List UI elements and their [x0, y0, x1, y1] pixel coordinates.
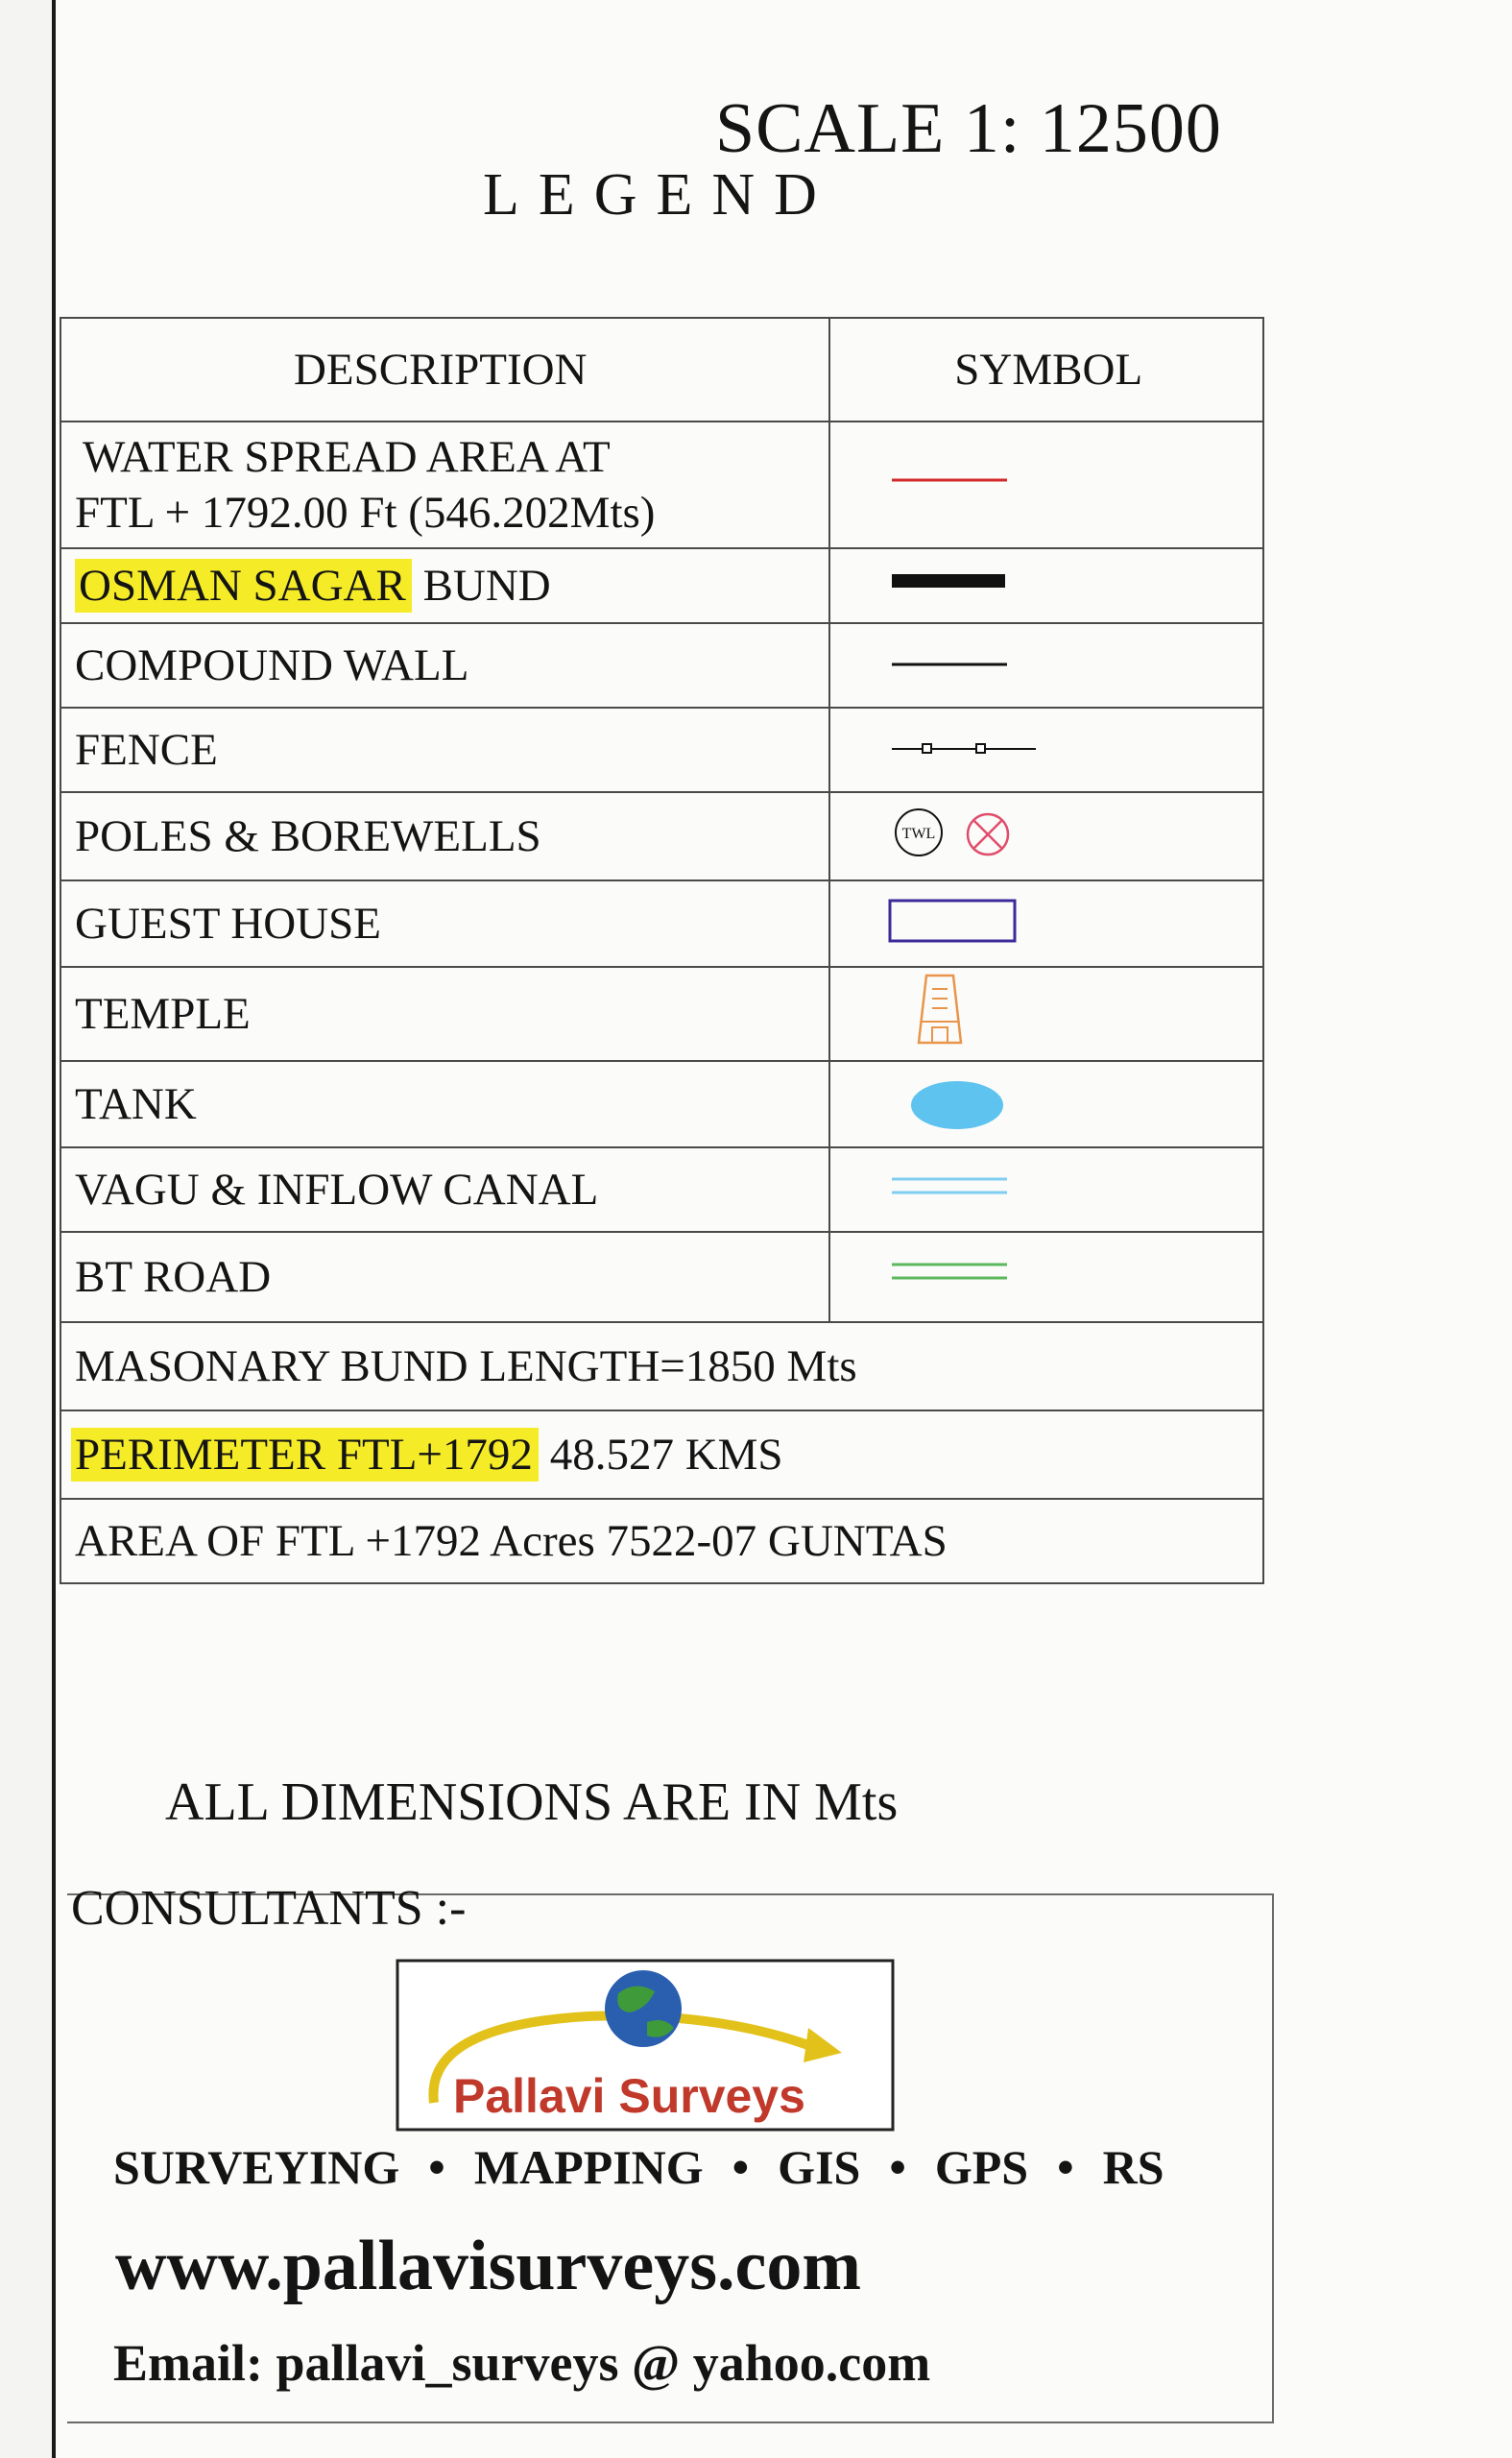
- area-label: AREA OF FTL +1792 Acres 7522-07 GUNTAS: [60, 1499, 1263, 1583]
- water-spread-line2: FTL + 1792.00 Ft (546.202Mts): [75, 488, 656, 538]
- fence-symbol: [829, 708, 1263, 792]
- canal-symbol: [829, 1147, 1263, 1232]
- pole-text: TWL: [902, 826, 936, 842]
- email-text[interactable]: Email: pallavi_surveys @ yahoo.com: [113, 2334, 931, 2392]
- canal-label: VAGU & INFLOW CANAL: [60, 1147, 829, 1232]
- separator-dot: •: [732, 2140, 750, 2194]
- legend-table: [60, 317, 1264, 1584]
- legend-row-poles: [60, 792, 1263, 880]
- legend-row-guest-house: [60, 880, 1263, 967]
- description-header: DESCRIPTION: [60, 318, 829, 422]
- legend-row-tank: [60, 1061, 1263, 1147]
- legend-row-bund: [60, 548, 1263, 623]
- masonary-row: [60, 1322, 1263, 1410]
- dimensions-note: ALL DIMENSIONS ARE IN Mts: [165, 1772, 899, 1832]
- legend-row-temple: [60, 967, 1263, 1061]
- poles-symbol: [829, 792, 1263, 880]
- perimeter-value: 48.527 KMS: [538, 1430, 783, 1480]
- legend-row-compound-wall: [60, 623, 1263, 708]
- compound-wall-label: COMPOUND WALL: [60, 623, 829, 708]
- masonary-label: MASONARY BUND LENGTH=1850 Mts: [60, 1322, 1263, 1410]
- separator-dot: •: [428, 2140, 445, 2194]
- water-spread-line1: WATER SPREAD AREA AT: [83, 432, 611, 482]
- legend-row-canal: [60, 1147, 1263, 1232]
- row-description: [60, 548, 829, 623]
- row-description: [60, 422, 829, 548]
- scale-label: SCALE 1: 12500: [715, 89, 1222, 168]
- red-line-icon: [844, 461, 1036, 499]
- separator-dot: •: [889, 2140, 906, 2194]
- water-spread-symbol: [829, 422, 1263, 548]
- service-mapping: MAPPING: [473, 2140, 704, 2194]
- fence-line-icon: [844, 726, 1055, 764]
- logo-text: Pallavi Surveys: [453, 2069, 805, 2123]
- thick-line-icon: [844, 562, 1036, 600]
- separator-dot: •: [1057, 2140, 1074, 2194]
- road-double-line-icon: [844, 1253, 1055, 1291]
- tank-label: TANK: [60, 1061, 829, 1147]
- perimeter-row: [60, 1410, 1263, 1499]
- fence-label: FENCE: [60, 708, 829, 792]
- bund-symbol: [829, 548, 1263, 623]
- service-rs: RS: [1102, 2140, 1164, 2194]
- consultants-label: CONSULTANTS :-: [71, 1881, 467, 1936]
- thin-line-icon: [844, 641, 1036, 680]
- pole-borewell-icon: [844, 802, 1055, 859]
- osman-sagar-highlight: OSMAN SAGAR: [75, 559, 412, 613]
- double-line-icon: [844, 1166, 1055, 1204]
- guest-house-symbol: [829, 880, 1263, 967]
- tank-symbol: [829, 1061, 1263, 1147]
- temple-label: TEMPLE: [60, 967, 829, 1061]
- road-symbol: [829, 1232, 1263, 1322]
- pallavi-surveys-logo: [396, 1959, 895, 2132]
- legend-row-road: [60, 1232, 1263, 1322]
- temple-symbol: [829, 967, 1263, 1061]
- perimeter-highlight: PERIMETER FTL+1792: [71, 1428, 539, 1482]
- website-link[interactable]: www.pallavisurveys.com: [115, 2227, 861, 2305]
- service-surveying: SURVEYING: [113, 2140, 400, 2194]
- service-gis: GIS: [778, 2140, 861, 2194]
- bund-label: BUND: [411, 561, 551, 611]
- poles-label: POLES & BOREWELLS: [60, 792, 829, 880]
- area-row: [60, 1499, 1263, 1583]
- temple-icon: [844, 968, 1036, 1048]
- service-gps: GPS: [934, 2140, 1029, 2194]
- legend-row-fence: [60, 708, 1263, 792]
- services-line: [113, 2139, 1164, 2195]
- perimeter-cell: [60, 1410, 1263, 1499]
- symbol-header: SYMBOL: [829, 318, 1263, 422]
- legend-title: LEGEND: [483, 162, 836, 228]
- table-header-row: [60, 318, 1263, 422]
- guest-house-label: GUEST HOUSE: [60, 880, 829, 967]
- legend-row-water-spread: [60, 422, 1263, 548]
- rectangle-icon: [844, 889, 1055, 947]
- tank-ellipse-icon: [844, 1065, 1055, 1132]
- compound-wall-symbol: [829, 623, 1263, 708]
- road-label: BT ROAD: [60, 1232, 829, 1322]
